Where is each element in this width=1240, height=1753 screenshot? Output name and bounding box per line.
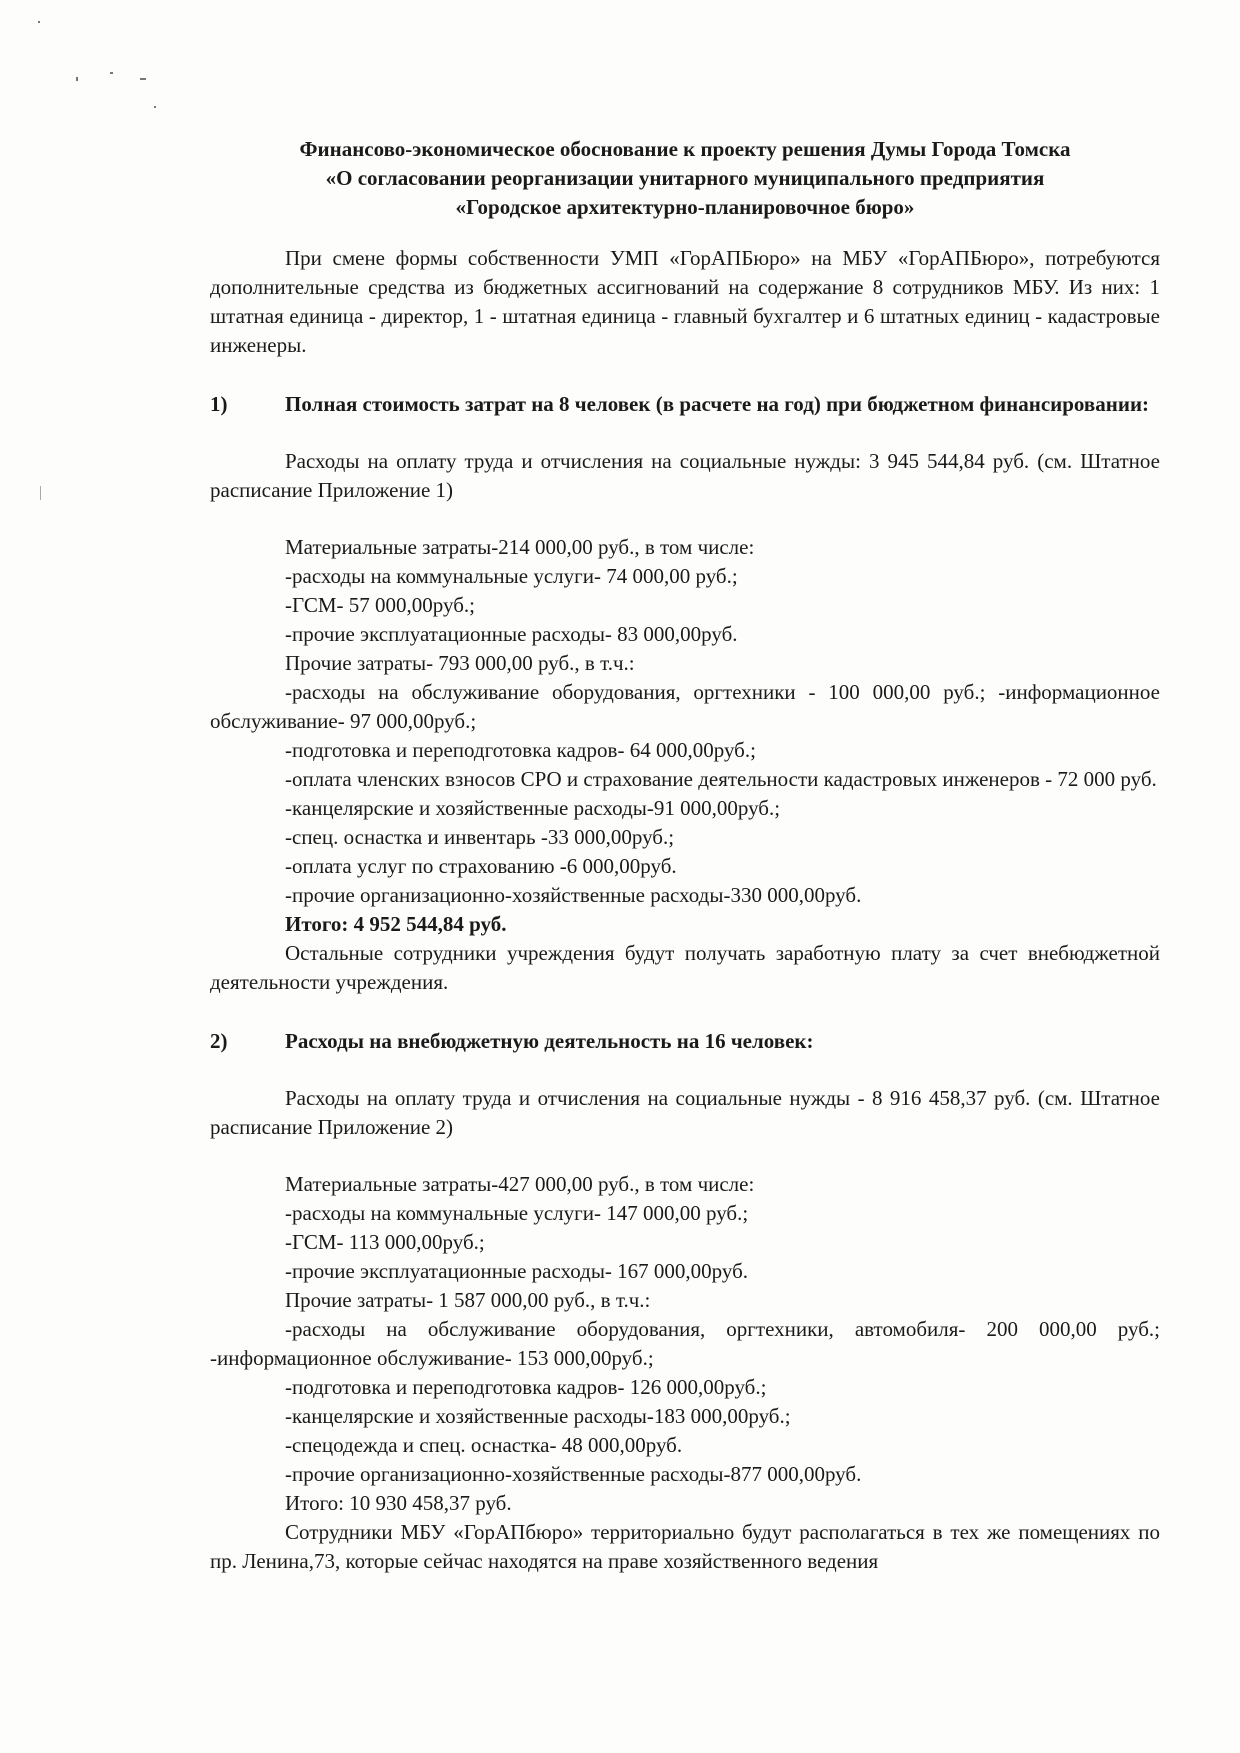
cost-line: -спецодежда и спец. оснастка- 48 000,00руб.	[285, 1433, 683, 1457]
section-2-total: Итого: 10 930 458,37 руб.	[285, 1491, 512, 1515]
scan-artifact	[76, 77, 78, 81]
title-line: Финансово-экономическое обоснование к проекту решения Думы Города Томска	[299, 137, 1071, 161]
labor-costs-paragraph: Расходы на оплату труда и отчисления на социальные нужды: 3 945 544,84 руб. (см. Штатное расписание Приложение 1)	[210, 449, 1160, 502]
section-number: 1)	[210, 392, 228, 416]
cost-line: -расходы на коммунальные услуги- 74 000,00 руб.;	[285, 564, 738, 588]
scan-artifact	[110, 72, 113, 74]
cost-line: -расходы на обслуживание оборудования, оргтехники - 100 000,00 руб.; -информационное обслуживание- 97 000,00руб.;	[210, 680, 1160, 733]
cost-line: -канцелярские и хозяйственные расходы-183 000,00руб.;	[285, 1404, 791, 1428]
cost-line: -подготовка и переподготовка кадров- 64 000,00руб.;	[285, 738, 756, 762]
cost-line: -прочие эксплуатационные расходы- 83 000,00руб.	[285, 622, 738, 646]
cost-line: Прочие затраты- 1 587 000,00 руб., в т.ч.:	[285, 1288, 651, 1312]
cost-line: -канцелярские и хозяйственные расходы-91 000,00руб.;	[285, 796, 781, 820]
cost-line: -расходы на коммунальные услуги- 147 000,00 руб.;	[285, 1201, 749, 1225]
section-1-heading	[210, 390, 1160, 419]
section-number: 2)	[210, 1029, 228, 1053]
document-page	[210, 135, 1160, 1576]
section-1-note: Остальные сотрудники учреждения будут получать заработную плату за счет внебюджетной деятельности учреждения.	[210, 941, 1160, 994]
section-1-cost-list	[210, 533, 1160, 997]
title-line: «Городское архитектурно-планировочное бюро»	[455, 195, 915, 219]
cost-line: -прочие эксплуатационные расходы- 167 000,00руб.	[285, 1259, 749, 1283]
cost-line: -подготовка и переподготовка кадров- 126 000,00руб.;	[285, 1375, 767, 1399]
section-title: Полная стоимость затрат на 8 человек (в расчете на год) при бюджетном финансировании:	[285, 392, 1150, 416]
section-2-cost-list	[210, 1170, 1160, 1576]
cost-line: -прочие организационно-хозяйственные расходы-330 000,00руб.	[285, 883, 862, 907]
document-title	[210, 135, 1160, 222]
scan-artifact	[40, 486, 41, 500]
labor-costs-paragraph: Расходы на оплату труда и отчисления на социальные нужды - 8 916 458,37 руб. (см. Штатное расписание Приложение 2)	[210, 1086, 1160, 1139]
scan-artifact	[154, 106, 156, 108]
section-title: Расходы на внебюджетную деятельность на 16 человек:	[285, 1029, 814, 1053]
title-line: «О согласовании реорганизации унитарного муниципального предприятия	[325, 166, 1045, 190]
section-1-total: Итого: 4 952 544,84 руб.	[285, 912, 507, 936]
cost-line: Материальные затраты-427 000,00 руб., в том числе:	[285, 1172, 755, 1196]
cost-line: -оплата услуг по страхованию -6 000,00руб.	[285, 854, 677, 878]
cost-line: -оплата членских взносов СРО и страхование деятельности кадастровых инженеров - 72 000 руб.	[285, 767, 1157, 791]
cost-line: Прочие затраты- 793 000,00 руб., в т.ч.:	[285, 651, 635, 675]
scan-artifact	[38, 21, 40, 23]
cost-line: -ГСМ- 57 000,00руб.;	[285, 593, 475, 617]
cost-line: -ГСМ- 113 000,00руб.;	[285, 1230, 485, 1254]
scan-artifact	[140, 78, 146, 80]
section-2-heading	[210, 1027, 1160, 1056]
intro-paragraph: При смене формы собственности УМП «ГорАПБюро» на МБУ «ГорАПБюро», потребуются дополнительные средства из бюджетных ассигнований на содержание 8 сотрудников МБУ. Из них: 1 штатная единица - директор, 1 - штатная единица - главный бухгалтер и 6 штатных единиц - кадастровые инженеры.	[210, 246, 1160, 357]
cost-line: Материальные затраты-214 000,00 руб., в том числе:	[285, 535, 755, 559]
cost-line: -прочие организационно-хозяйственные расходы-877 000,00руб.	[285, 1462, 862, 1486]
cost-line: -расходы на обслуживание оборудования, оргтехники, автомобиля- 200 000,00 руб.; -информационное обслуживание- 153 000,00руб.;	[210, 1317, 1160, 1370]
section-2-note: Сотрудники МБУ «ГорАПбюро» территориально будут располагаться в тех же помещениях по пр. Ленина,73, которые сейчас находятся на праве хозяйственного ведения	[210, 1520, 1160, 1573]
cost-line: -спец. оснастка и инвентарь -33 000,00руб.;	[285, 825, 675, 849]
